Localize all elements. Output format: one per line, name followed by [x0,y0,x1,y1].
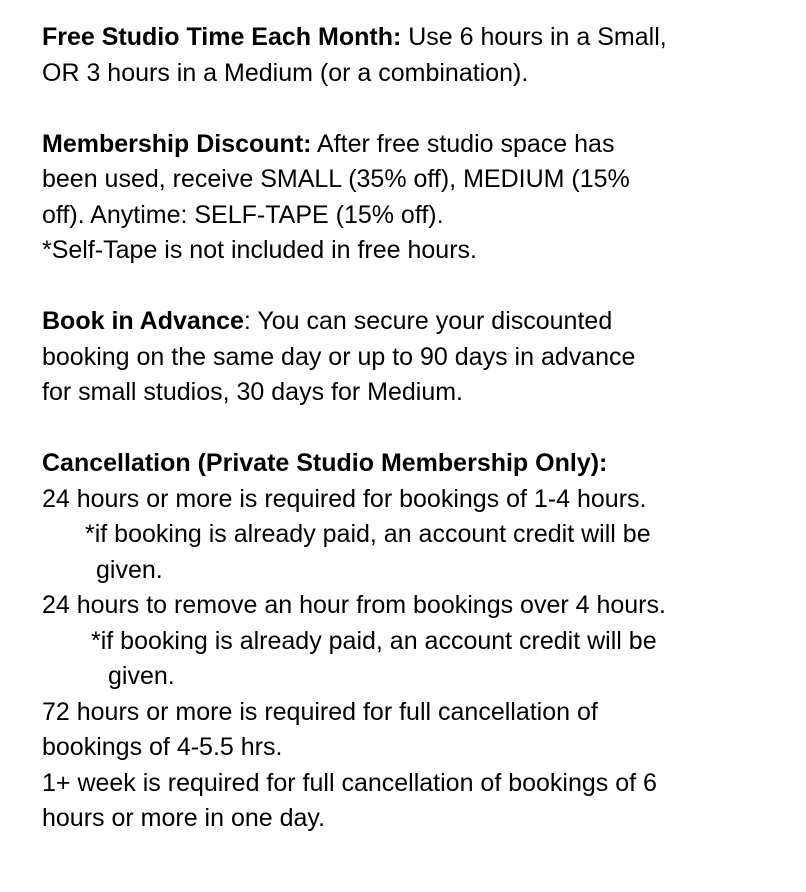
free-studio-time-heading: Free Studio Time Each Month: [42,23,402,51]
book-in-advance-text: : You can secure your discounted [243,307,613,335]
cancellation-rule-2-note-line-2: given. [108,662,175,690]
free-studio-time-line-1 [42,20,782,56]
free-studio-time-section [42,20,782,91]
membership-discount-section [42,127,782,269]
cancellation-rule-3-line-2: bookings of 4-5.5 hrs. [42,733,283,761]
membership-discount-text: After free studio space has [311,129,615,158]
book-in-advance-line-3: for small studios, 30 days for Medium. [42,378,463,406]
free-studio-time-line-2: OR 3 hours in a Medium (or a combination). [42,58,529,87]
cancellation-rule-3-line-1: 72 hours or more is required for full cancellation of [42,697,598,726]
cancellation-section [42,446,782,837]
membership-terms-document [42,20,782,837]
cancellation-rule-1-note-line-1: *if booking is already paid, an account credit will be [85,520,651,548]
membership-discount-line-3: off). Anytime: SELF-TAPE (15% off). [42,200,444,229]
membership-discount-line-2: been used, receive SMALL (35% off), MEDIUM (15% [42,165,630,193]
book-in-advance-section [42,304,782,411]
free-studio-time-text: Use 6 hours in a Small, [401,23,667,51]
cancellation-rule-2-note-line-1: *if booking is already paid, an account credit will be [91,626,657,655]
self-tape-note: *Self-Tape is not included in free hours. [42,236,477,264]
spacer [42,91,782,127]
cancellation-heading [42,446,782,482]
cancellation-rule-2: 24 hours to remove an hour from bookings over 4 hours. [42,591,666,619]
cancellation-heading-text: Cancellation (Private Studio Membership Only): [42,449,608,477]
book-in-advance-heading: Book in Advance [42,307,244,335]
cancellation-rule-4-line-2: hours or more in one day. [42,804,326,832]
spacer [42,411,782,447]
membership-discount-line-1 [42,127,782,163]
cancellation-rule-4-line-1: 1+ week is required for full cancellation of bookings of 6 [42,768,657,797]
book-in-advance-line-1 [42,304,782,340]
spacer [42,269,782,305]
membership-discount-heading: Membership Discount: [42,129,312,158]
cancellation-rule-1: 24 hours or more is required for bookings of 1-4 hours. [42,484,647,513]
book-in-advance-line-2: booking on the same day or up to 90 days in advance [42,342,636,371]
cancellation-rule-1-note-line-2: given. [96,555,163,584]
